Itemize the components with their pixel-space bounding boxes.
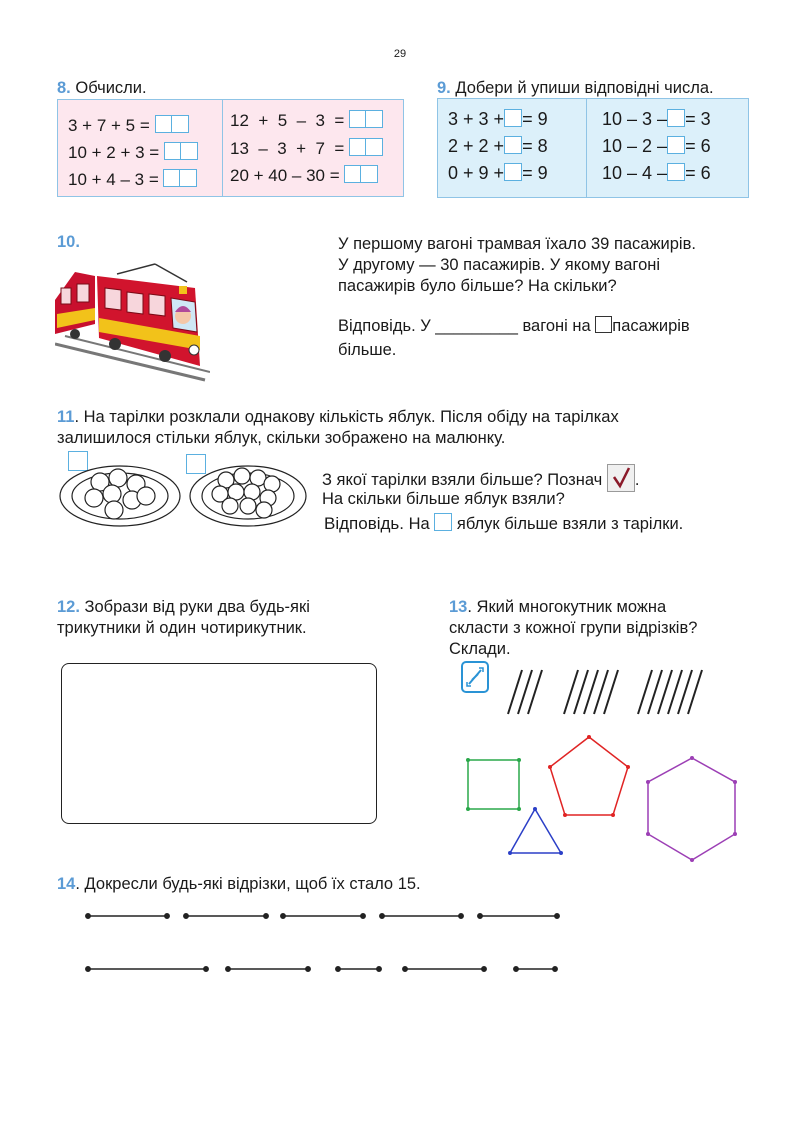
ex11-q1: З якої тарілки взяли більше? Познач . — [322, 464, 639, 492]
answer-box[interactable] — [164, 142, 198, 160]
answer-box[interactable] — [504, 163, 522, 181]
answer-box[interactable] — [667, 163, 685, 181]
purple-hexagon — [646, 756, 737, 862]
ex12-text: 12. Зобрази від руки два будь-які трикутники й один чотирикутник. — [57, 598, 310, 637]
ex8-eq-6: 20 + 40 – 30 = — [230, 165, 378, 186]
answer-box[interactable] — [349, 110, 383, 128]
ex11-text: 11. На тарілки розклали однакову кількість яблук. Після обіду на тарілках залишилося стільки яблук, скільки зображено на малюнку. — [57, 408, 619, 447]
answer-box[interactable] — [667, 136, 685, 154]
stick-groups — [500, 662, 715, 722]
answer-box[interactable] — [504, 109, 522, 127]
ex8-eq-1: 3 + 7 + 5 = — [68, 115, 189, 136]
ex8-heading — [57, 78, 147, 99]
answer-box[interactable] — [504, 136, 522, 154]
page-number: 29 — [393, 48, 407, 60]
drawing-area[interactable] — [61, 663, 377, 824]
stick-group-5 — [564, 670, 618, 714]
ex8-eq-5: 13 – 3 + 7 = — [230, 138, 383, 159]
ex9-number: 9. — [437, 79, 451, 97]
answer-box[interactable] — [595, 316, 612, 333]
ex8-eq-4: 12 + 5 – 3 = — [230, 110, 383, 131]
green-square — [468, 760, 519, 809]
ex10-answer: Відповідь. У _________ вагоні на пасажирів більше. — [338, 317, 690, 359]
answer-box[interactable] — [163, 169, 197, 187]
tram-illustration — [55, 258, 210, 388]
segments — [80, 905, 570, 980]
ex11-answer: Відповідь. На яблук більше взяли з тарілки. — [324, 514, 684, 533]
ex9-eq-2: 2 + 2 + = 8 — [448, 136, 548, 156]
ex9-eq-4: 10 – 3 – = 3 — [602, 109, 711, 129]
pencil-ruler-icon — [460, 660, 492, 696]
blue-triangle — [508, 807, 563, 855]
ex11-q2: На скільки більше яблук взяли? — [322, 490, 565, 508]
ex8-number: 8. — [57, 79, 71, 97]
ex9-eq-1: 3 + 3 + = 9 — [448, 109, 548, 129]
ex9-box — [437, 98, 749, 198]
ex10-number: 10. — [57, 233, 80, 251]
apple-plates — [58, 460, 308, 528]
red-pentagon — [548, 735, 630, 817]
ex8-box — [57, 99, 404, 197]
answer-box[interactable] — [155, 115, 189, 133]
ex8-eq-3: 10 + 4 – 3 = — [68, 169, 197, 190]
answer-box[interactable] — [344, 165, 378, 183]
ex9-eq-6: 10 – 4 – = 6 — [602, 163, 711, 183]
stick-group-3 — [508, 670, 542, 714]
ex8-eq-2: 10 + 2 + 3 = — [68, 142, 198, 163]
answer-box[interactable] — [667, 109, 685, 127]
ex8-title: Обчисли. — [75, 79, 147, 97]
ex9-eq-5: 10 – 2 – = 6 — [602, 136, 711, 156]
ex13-text: 13. Який многокутник можна скласти з кожної групи відрізків? Склади. — [449, 598, 698, 658]
ex9-eq-3: 0 + 9 + = 9 — [448, 163, 548, 183]
ex10-problem: У першому вагоні трамвая їхало 39 пасажирів. У другому — 30 пасажирів. У якому вагоні пасажирів було більше? На скільки? — [338, 235, 696, 295]
answer-box[interactable] — [434, 513, 452, 531]
check-icon — [607, 464, 635, 492]
polygons — [460, 730, 750, 870]
ex9-title: Добери й упиши відповідні числа. — [455, 79, 714, 97]
ex9-heading — [437, 78, 714, 99]
answer-box[interactable] — [349, 138, 383, 156]
ex14-text: 14. Докресли будь-які відрізки, щоб їх стало 15. — [57, 875, 421, 893]
stick-group-6 — [638, 670, 702, 714]
